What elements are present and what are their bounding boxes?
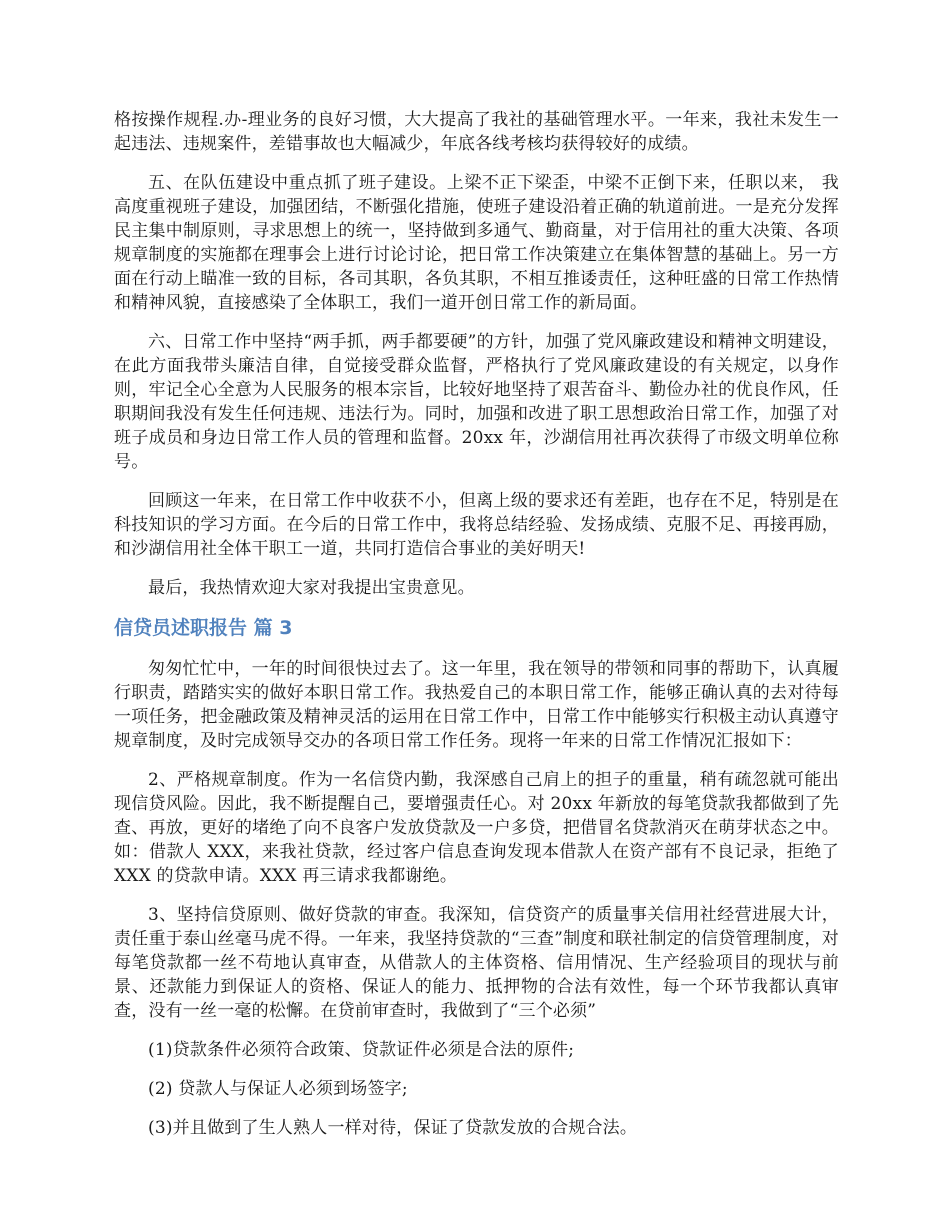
paragraph-integrity: 六、日常工作中坚持“两手抓，两手都要硬”的方针，加强了党风廉政建设和精神文明建设， 在此方面我带头廉洁自律，自觉接受群众监督，严格执行了党风廉政建设的有关规定，以身作则，牢记全心全意为人民服务的根本宗旨，比较好地坚持了艰苦奋斗、勤俭办社的优良作风，任职期间我没有发生任何违规、违法行为。同时，加强和改进了职工思想政治日常工作，加强了对班子成员和身边日常工作人员的管理和监督。20xx 年，沙湖信用社再次获得了市级文明单位称号。 (114, 332, 839, 472)
paragraph-review: 回顾这一年来，在日常工作中收获不小，但离上级的要求还有差距，也存在不足，特别是在科技知识的学习方面。在今后的日常工作中，我将总结经验、发扬成绩、克服不足、再接再励，和沙湖信用社全体干职工一道，共同打造信合事业的美好明天! (114, 491, 839, 559)
paragraph-regulations: 2、严格规章制度。作为一名信贷内勤，我深感自己肩上的担子的重量，稍有疏忽就可能出现信贷风险。因此，我不断提醒自己，要增强责任心。对 20xx 年新放的每笔贷款我都做到了先查、再放，更好的堵绝了向不良客户发放贷款及一户多贷，把借冒名贷款消灭在萌芽状态之中。如：借款人 XXX，来我社贷款，经过客户信息查询发现本借款人在资产部有不良记录，拒绝了 XXX 的贷款申请。XXX 再三请求我都谢绝。 (114, 770, 839, 886)
paragraph-intro: 匆匆忙忙中，一年的时间很快过去了。这一年里，我在领导的带领和同事的帮助下，认真履行职责，踏踏实实的做好本职日常工作。我热爱自己的本职日常工作，能够正确认真的去对待每一项任务，把金融政策及精神灵活的运用在日常工作中，日常工作中能够实行积极主动认真遵守规章制度，及时完成领导交办的各项日常工作任务。现将一年来的日常工作情况汇报如下： (114, 659, 839, 751)
paragraph-team-building: 五、在队伍建设中重点抓了班子建设。上梁不正下梁歪，中梁不正倒下来，任职以来， 我高度重视班子建设，加强团结，不断强化措施，使班子建设沿着正确的轨道前进。一是充分发挥民主集中制原则，寻求思想上的统一，坚持做到多通气、勤商量，对于信用社的重大决策、各项规章制度的实施都在理事会上进行讨论讨论，把日常工作决策建立在集体智慧的基础上。另一方面在行动上瞄准一致的目标，各司其职，各负其职，不相互推诿责任，这种旺盛的日常工作热情和精神风貌，直接感染了全体职工，我们一道开创日常工作的新局面。 (114, 173, 839, 313)
paragraph-continuation: 格按操作规程.办-理业务的良好习惯，大大提高了我社的基础管理水平。一年来，我社未发生一起违法、违规案件，差错事故也大幅减少，年底各线考核均获得较好的成绩。 (114, 110, 839, 154)
list-item: (2) 贷款人与保证人必须到场签字; (148, 1079, 408, 1099)
list-item: (1)贷款条件必须符合政策、贷款证件必须是合法的原件; (148, 1040, 575, 1060)
paragraph-closing: 最后，我热情欢迎大家对我提出宝贵意见。 (148, 578, 475, 598)
document-page (114, 108, 839, 1155)
paragraph-loan-review: 3、坚持信贷原则、做好贷款的审查。我深知，信贷资产的质量事关信用社经营进展大计，责任重于泰山丝毫马虎不得。一年来，我坚持贷款的“三查”制度和联社制定的信贷管理制度，对每笔贷款都一丝不苟地认真审查，从借款人的主体资格、信用情况、生产经验项目的现状与前景、还款能力到保证人的资格、保证人的能力、抵押物的合法有效性，每一个环节我都认真审查，没有一丝一毫的松懈。在贷前审查时，我做到了“三个必须” (114, 905, 839, 1021)
list-item: (3)并且做到了生人熟人一样对待，保证了贷款发放的合规合法。 (148, 1118, 638, 1138)
section-heading: 信贷员述职报告 篇 3 (114, 617, 293, 639)
